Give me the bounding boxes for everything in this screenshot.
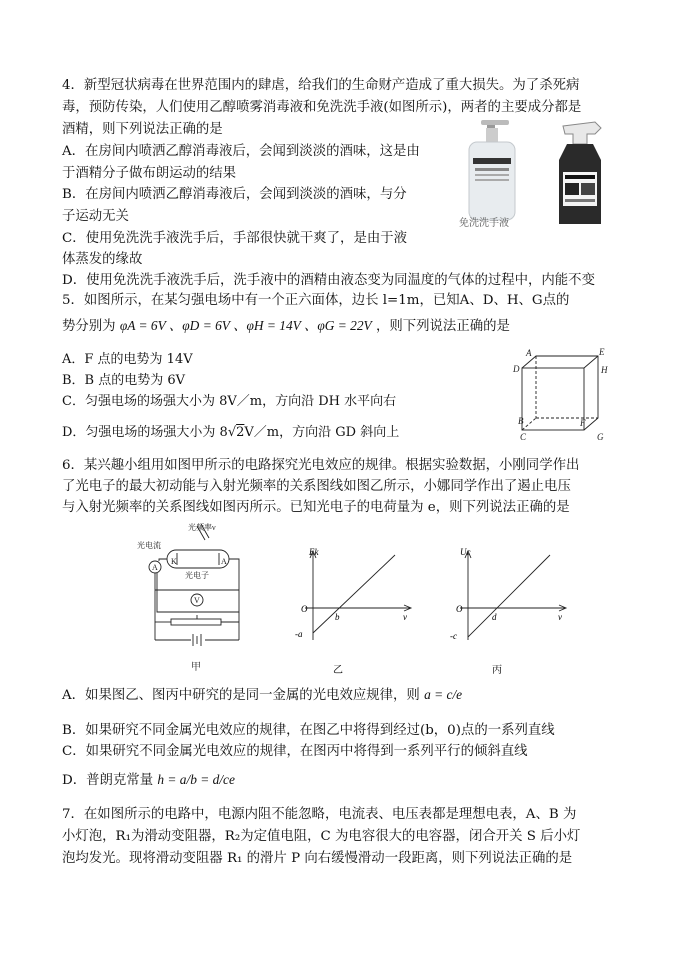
vertex-label-c: C <box>520 432 527 442</box>
q7-line-1: 7．在如图所示的电路中，电源内阻不能忽略，电流表、电压表都是理想电表，A、B 为 <box>62 807 577 822</box>
photoelectron-label: 光电子 <box>185 571 209 580</box>
q6-option-d-text: D．普朗克常量 <box>62 773 154 788</box>
voltmeter-icon: V <box>194 596 200 605</box>
intercept-neg-a-label: -a <box>295 629 303 639</box>
intercept-neg-c-label: -c <box>450 631 457 641</box>
pump-bottle-icon <box>469 120 515 220</box>
q4-stem-line-2: 毒，预防传染，人们使用乙醇喷雾消毒液和免洗洗手液(如图所示)，两者的主要成分都是 <box>62 100 582 115</box>
origin-label-bing: O <box>456 604 463 614</box>
uc-axis-label: Uc <box>460 547 471 557</box>
vertex-label-d: D <box>513 364 520 374</box>
q6-option-d-formula: h = a/b = d/ce <box>157 772 235 787</box>
q4-option-c-line-1: C．使用免洗洗手液洗手后，手部很快就干爽了，是由于液 <box>62 231 408 246</box>
q5-option-d-suffix: V／m，方向沿 GD 斜向上 <box>244 425 400 440</box>
q5-line-2-prefix: 势分别为 <box>62 319 116 334</box>
sqrt-symbol: √ <box>227 425 237 440</box>
q6-option-b: B．如果研究不同金属光电效应的规律，在图乙中将得到经过(b，0)点的一系列直线 <box>62 723 555 738</box>
q5-option-d <box>62 424 399 442</box>
vertex-label-f: F <box>580 418 586 428</box>
q5-line-2-suffix: ，则下列说法正确的是 <box>375 319 510 334</box>
q7-line-3: 泡均发光。现将滑动变阻器 R₁ 的滑片 P 向右缓慢滑动一段距离，则下列说法正确的是 <box>62 851 573 866</box>
q5-potentials: φA = 6V 、φD = 6V 、φH = 14V 、φG = 22V <box>119 318 372 333</box>
point-b-label: b <box>335 612 340 622</box>
q5-option-d-prefix: D．匀强电场的场强大小为 8 <box>62 425 228 440</box>
vertex-label-h: H <box>601 365 608 375</box>
light-frequency-label: 光频率ν <box>188 523 216 532</box>
q6-option-a-formula: a = c/e <box>424 687 463 702</box>
q4-option-a-line-2: 于酒精分子做布朗运动的结果 <box>62 166 237 181</box>
cube-figure <box>510 348 615 443</box>
q5-option-d-sqrt: 2 <box>236 425 245 440</box>
figure-jia-label: 甲 <box>191 662 201 673</box>
q6-stem-line-3: 与入射光频率的关系图线如图丙所示。已知光电子的电荷量为 e，则下列说法正确的是 <box>62 500 570 515</box>
ammeter-icon: A <box>152 563 158 572</box>
q5-option-a: A．F 点的电势为 14V <box>62 352 193 367</box>
q4-option-b-line-1: B．在房间内喷洒乙醇消毒液后，会闻到淡淡的酒味，与分 <box>62 187 407 202</box>
circuit-figure-jia <box>135 520 250 675</box>
spray-bottle-icon <box>559 122 601 224</box>
q6-stem-line-1: 6．某兴趣小组用如图甲所示的电路探究光电效应的规律。根据实验数据，小刚同学作出 <box>62 458 580 473</box>
q4-option-c-line-2: 体蒸发的缘故 <box>62 252 143 267</box>
nu-axis-label-yi: ν <box>403 612 407 622</box>
anode-a-label: A <box>221 557 227 566</box>
q4-stem-line-3: 酒精，则下列说法正确的是 <box>62 122 223 137</box>
sanitizer-bottles-image <box>455 120 630 230</box>
origin-label-yi: O <box>301 604 308 614</box>
photocurrent-label: 光电流 <box>137 541 161 550</box>
q6-option-c: C．如果研究不同金属光电效应的规律，在图丙中将得到一系列平行的倾斜直线 <box>62 744 528 759</box>
q6-option-d <box>62 771 235 790</box>
point-d-label: d <box>492 612 497 622</box>
q5-line-2 <box>62 317 510 336</box>
vertex-label-a: A <box>526 348 532 358</box>
q5-option-b: B．B 点的电势为 6V <box>62 373 186 388</box>
ek-axis-label: Ek <box>309 547 319 557</box>
q4-option-a-line-1: A．在房间内喷洒乙醇消毒液后，会闻到淡淡的酒味，这是由 <box>62 144 420 159</box>
q6-option-a-text: A．如果图乙、图丙中研究的是同一金属的光电效应规律，则 <box>62 688 420 703</box>
q7-line-2: 小灯泡，R₁为滑动变阻器，R₂为定值电阻，C 为电容很大的电容器，闭合开关 S 后小灯 <box>62 829 581 844</box>
graph-yi-ek-vs-frequency <box>285 545 415 675</box>
vertex-label-e: E <box>599 348 605 357</box>
q6-stem-line-2: 了光电子的最大初动能与入射光频率的关系图线如图乙所示，小娜同学作出了遏止电压 <box>62 479 571 494</box>
q4-option-b-line-2: 子运动无关 <box>62 209 129 224</box>
q6-option-a <box>62 686 462 705</box>
q5-line-1: 5．如图所示，在某匀强电场中有一个正六面体，边长 l=1m，已知A、D、H、G点的 <box>62 293 570 308</box>
figure-yi-label: 乙 <box>333 665 343 675</box>
hand-sanitizer-caption: 免洗洗手液 <box>459 218 509 229</box>
graph-bing-uc-vs-frequency <box>440 545 570 675</box>
cathode-k-label: K <box>171 557 177 566</box>
q4-stem-line-1: 4．新型冠状病毒在世界范围内的肆虐，给我们的生命财产造成了重大损失。为了杀死病 <box>62 78 580 93</box>
q5-option-c: C．匀强电场的场强大小为 8V／m，方向沿 DH 水平向右 <box>62 394 397 409</box>
vertex-label-g: G <box>597 432 604 442</box>
nu-axis-label-bing: ν <box>558 612 562 622</box>
vertex-label-b: B <box>518 416 524 426</box>
q4-option-d: D．使用免洗洗手液洗手后，洗手液中的酒精由液态变为同温度的气体的过程中，内能不变 <box>62 273 595 288</box>
figure-bing-label: 丙 <box>492 665 502 675</box>
